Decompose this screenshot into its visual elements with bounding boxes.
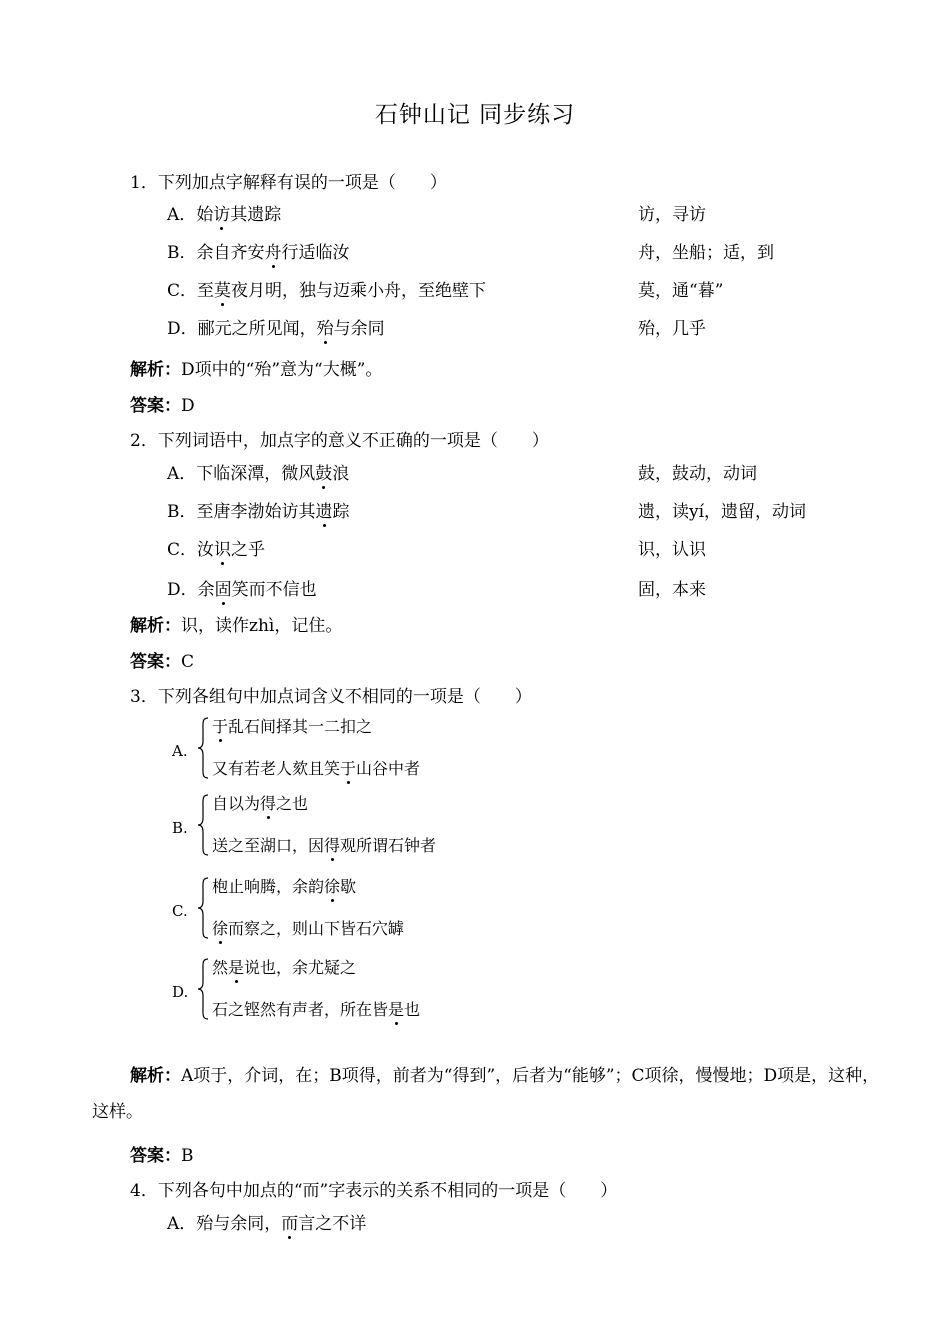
group-label: D. [172,983,189,1001]
q1-option-d: D．郦元之所见闻，殆与余同 [167,314,385,339]
question-4-stem: 4．下列各句中加点的“而”字表示的关系不相同的一项是（ ） [130,1181,618,1201]
emphasis-dot-char: 莫 [214,276,231,301]
emphasis-dot-char: 于 [340,756,356,779]
left-brace-icon [196,794,210,856]
emphasis-dot-char: 得 [260,791,276,814]
q3-c-line-1: 枹止响腾，余韵徐歇 [212,874,356,897]
q3-group-b [172,791,472,871]
q3-b-line-2: 送之至湖口，因得观所谓石钟者 [212,833,436,856]
q1-option-a: A．始访其遗踪 [167,200,281,225]
emphasis-dot-char: 殆 [317,314,334,339]
group-label: C. [172,902,188,920]
q3-c-line-2: 徐而察之，则山下皆石穴罅 [212,916,404,939]
q3-answer: 答案：B [130,1146,194,1166]
emphasis-dot-char: 是 [388,997,404,1020]
q2-option-d: D．余固笑而不信也 [167,575,317,600]
page-title: 石钟山记 同步练习 [374,102,576,128]
q2-gloss-c: 识，认识 [638,540,706,560]
question-2-stem: 2．下列词语中，加点字的意义不正确的一项是（ ） [130,431,549,451]
emphasis-dot-char: 而 [281,1209,298,1234]
q3-d-line-2: 石之铿然有声者，所在皆是也 [212,997,420,1020]
left-brace-icon [196,717,210,779]
q3-a-line-2: 又有若老人欬且笑于山谷中者 [212,756,420,779]
emphasis-dot-char: 是 [228,955,244,978]
q2-option-a: A．下临深潭，微风鼓浪 [167,459,349,484]
q2-option-b: B．至唐李渤始访其遗踪 [167,497,350,522]
q3-group-c [172,874,472,954]
group-label: A. [172,742,188,760]
emphasis-dot-char: 识 [214,535,231,560]
q1-answer: 答案：D [130,396,195,416]
question-3-stem: 3．下列各组句中加点词含义不相同的一项是（ ） [130,687,532,707]
emphasis-dot-char: 于 [212,714,228,737]
q4-option-a: A．殆与余同，而言之不详 [167,1209,366,1234]
emphasis-dot-char: 徐 [324,874,340,897]
emphasis-dot-char: 固 [215,575,232,600]
emphasis-dot-char: 鼓 [315,459,332,484]
q2-answer: 答案：C [130,652,195,672]
q2-analysis: 解析：识，读作zhì，记住。 [130,616,343,636]
left-brace-icon [196,877,210,939]
q1-gloss-d: 殆，几乎 [638,319,706,339]
group-label: B. [172,819,188,837]
q3-d-line-1: 然是说也，余尤疑之 [212,955,356,978]
q2-option-c: C．汝识之乎 [167,535,265,560]
q1-option-b: B．余自齐安舟行适临汝 [167,238,350,263]
question-1-stem: 1．下列加点字解释有误的一项是（ ） [130,173,447,193]
q3-b-line-1: 自以为得之也 [212,791,308,814]
q2-gloss-d: 固，本来 [638,580,706,600]
emphasis-dot-char: 遗 [316,497,333,522]
emphasis-dot-char: 得 [324,833,340,856]
q1-gloss-c: 莫，通“暮” [638,281,724,301]
q1-gloss-a: 访，寻访 [638,205,706,225]
left-brace-icon [196,958,210,1020]
emphasis-dot-char: 访 [213,200,230,225]
q1-option-c: C．至莫夜月明，独与迈乘小舟，至绝壁下 [167,276,486,301]
q3-a-line-1: 于乱石间择其一二扣之 [212,714,372,737]
q3-analysis: 解析：A项于，介词，在；B项得，前者为“得到”，后者为“能够”；C项徐，慢慢地；D项是，这种，这样。 [92,1066,880,1122]
q1-gloss-b: 舟，坐船；适，到 [638,243,774,263]
q1-analysis: 解析：D项中的“殆”意为“大概”。 [130,360,383,380]
q3-group-a [172,714,472,794]
q3-group-d [172,955,472,1035]
emphasis-dot-char: 舟 [265,238,282,263]
emphasis-dot-char: 徐 [212,916,228,939]
q2-gloss-b: 遗，读yí，遗留，动词 [638,502,807,522]
q2-gloss-a: 鼓，鼓动，动词 [638,464,757,484]
